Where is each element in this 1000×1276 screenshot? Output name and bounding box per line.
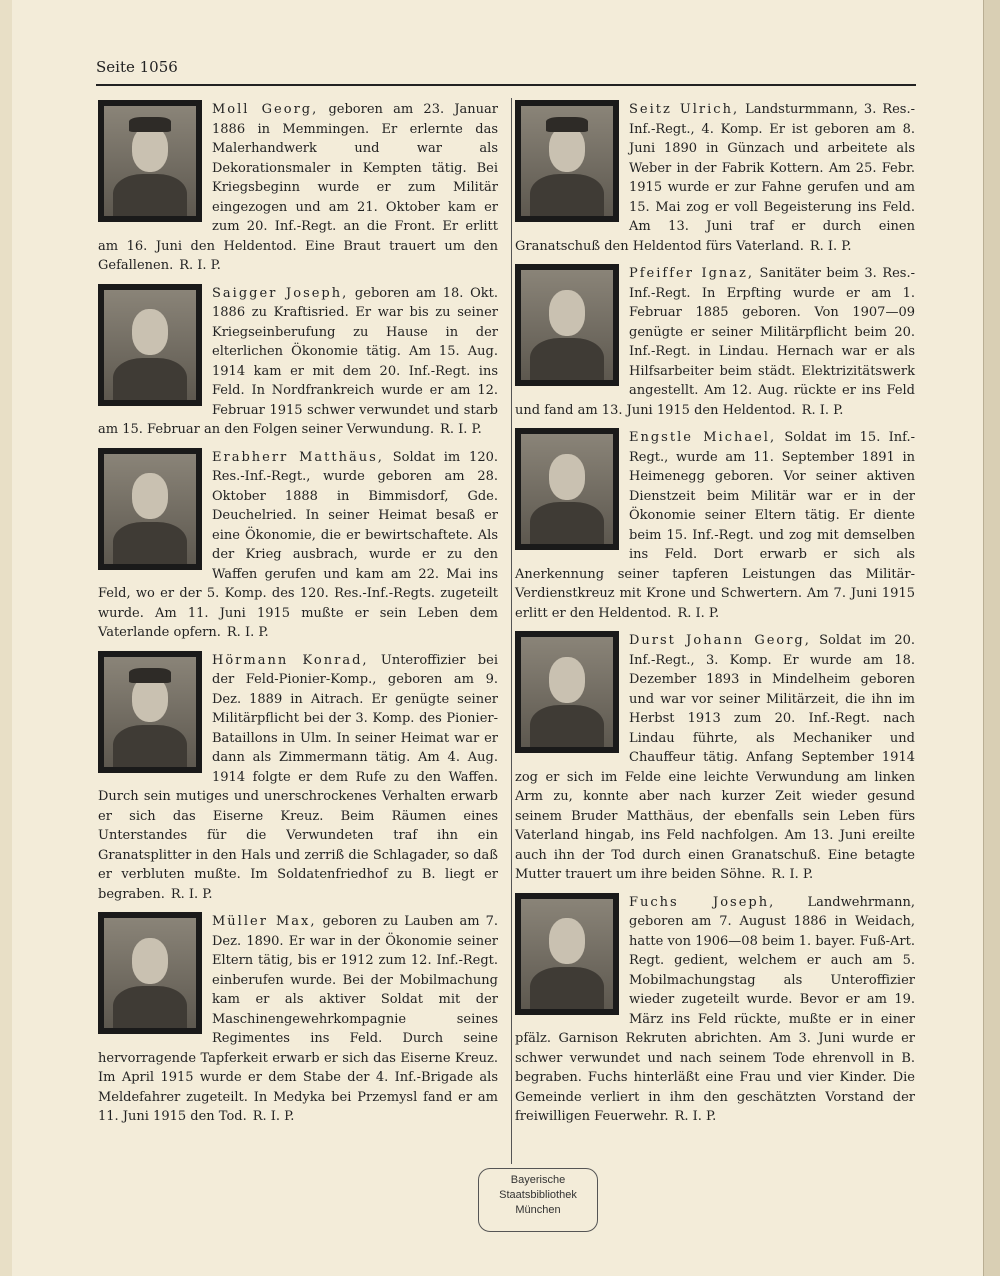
portrait-photo xyxy=(515,100,619,222)
obituary-entry xyxy=(98,912,498,1127)
stamp-line: Bayerische xyxy=(510,1174,566,1186)
rip-label: R. I. P. xyxy=(252,1109,295,1124)
obituary-text: geboren am 18. Okt. 1886 zu Kraftisried. Er war bis zu seiner Kriegseinberufung zu Hause in der elterlichen Ökonomie tätig. Am 15. Aug. 1914 kam er mit dem 20. Inf.-Regt. ins Feld. In Nordfrankreich wurde er am 12. Februar 1915 schwer verwundet und starb am 15. Februar an den Folgen seiner Verwundung. xyxy=(98,285,498,437)
page-number: Seite 1056 xyxy=(96,58,178,76)
rip-label: R. I. P. xyxy=(170,886,213,902)
portrait-photo xyxy=(98,912,202,1034)
obituary-text: geboren am 23. Januar 1886 in Memmingen. Er erlernte das Malerhandwerk und war als Dekorationsmaler in Kempten tätig. Bei Kriegsbeginn wurde er zum Militär eingezogen und am 21. Oktober kam er zum 20. Inf.-Regt. an die Front. Er erlitt am 16. Juni den Heldentod. Eine Braut trauert um den Gefallenen. xyxy=(98,102,498,273)
rip-label: R. I. P. xyxy=(179,258,221,273)
obituary-entry xyxy=(515,631,915,885)
portrait-photo xyxy=(98,651,202,773)
person-name: Fuchs Joseph, xyxy=(629,894,776,910)
portrait-photo xyxy=(515,631,619,753)
stamp-line: Staatsbibliothek xyxy=(499,1189,577,1201)
person-name: Engstle Michael, xyxy=(629,430,777,445)
obituary-entry xyxy=(98,448,498,643)
rip-label: R. I. P. xyxy=(440,422,482,437)
obituary-entry xyxy=(98,651,498,905)
portrait-photo xyxy=(98,284,202,406)
obituary-text: Landsturmmann, 3. Res.-Inf.-Regt., 4. Komp. Er ist geboren am 8. Juni 1890 in Günzach und arbeitete als Weber in der Fabrik Kottern. Am 25. Febr. 1915 wurde er zur Fahne gerufen und am 15. Mai zog er voll Begeisterung ins Feld. Am 13. Juni traf er durch einen Granatschuß den Heldentod fürs Vaterland. xyxy=(515,102,915,254)
obituary-text: Soldat im 15. Inf.-Regt., wurde am 11. September 1891 in Heimenegg geboren. Vor seiner aktiven Dienstzeit beim Militär war er in der Ökonomie seiner Eltern tätig. Er diente beim 15. Inf.-Regt. und zog mit demselben ins Feld. Dort erwarb er sich als Anerkennung seiner tapferen Leistungen das Militär-Verdienstkreuz mit Krone und Schwertern. Am 7. Juni 1915 erlitt er den Heldentod. xyxy=(515,430,915,621)
rip-label: R. I. P. xyxy=(801,402,844,418)
column-divider xyxy=(511,98,512,1164)
person-name: Durst Johann Georg, xyxy=(629,633,811,648)
stamp-line: München xyxy=(515,1204,561,1216)
obituary-text: Unteroffizier bei der Feld-Pionier-Komp., geboren am 9. Dez. 1889 in Aitrach. Er genügte seiner Militärpflicht bei der 3. Komp. des Pionier-Bataillons in Ulm. In seiner Heimat war er dann als Zimmermann tätig. Am 4. Aug. 1914 folgte er dem Rufe zu den Waffen. Durch sein mutiges und unerschrockenes Verhalten erwarb er sich das Eiserne Kreuz. Beim Räumen eines Unterstandes für die Verwundeten traf ihn ein Granatsplitter in den Hals und zerriß die Schlagader, so daß er verbluten mußte. Im Soldatenfriedhof zu B. liegt er begraben. xyxy=(98,652,498,902)
person-name: Erabherr Matthäus, xyxy=(212,449,384,465)
person-name: Müller Max, xyxy=(212,914,317,929)
portrait-photo xyxy=(98,448,202,570)
left-column xyxy=(98,100,498,1135)
rip-label: R. I. P. xyxy=(226,625,269,640)
portrait-photo xyxy=(515,264,619,386)
rip-label: R. I. P. xyxy=(809,238,852,254)
obituary-entry xyxy=(515,893,915,1127)
obituary-text: Sanitäter beim 3. Res.-Inf.-Regt. In Erpfting wurde er am 1. Februar 1885 geboren. Von 1907—09 genügte er seiner Militärpflicht beim 20. Inf.-Regt. in Lindau. Hernach war er als Hilfsarbeiter beim städt. Elektrizitätswerk angestellt. Am 12. Aug. rückte er ins Feld und fand am 13. Juni 1915 den Heldentod. xyxy=(515,266,915,418)
portrait-photo xyxy=(515,428,619,550)
obituary-text: Soldat im 120. Res.-Inf.-Regt., wurde geboren am 28. Oktober 1888 in Bimmisdorf, Gde. Deuchelried. In seiner Heimat besaß er eine Ökonomie, die er bewirtschaftete. Als der Krieg ausbrach, wurde er zu den Waffen gerufen und kam am 22. Mai ins Feld, wo er der 5. Komp. des 120. Res.-Inf.-Regts. zugeteilt wurde. Am 11. Juni 1915 mußte er sein Leben dem Vaterlande opfern. xyxy=(98,449,498,640)
obituary-text: Soldat im 20. Inf.-Regt., 3. Komp. Er wurde am 18. Dezember 1893 in Mindelheim geboren und war vor seiner Militärzeit, die ihn im Herbst 1913 zum 20. Inf.-Regt. nach Lindau führte, als Mechaniker und Chauffeur tätig. Anfang September 1914 zog er sich im Felde eine leichte Verwundung am linken Arm zu, konnte aber nach kurzer Zeit wieder gesund seinem Bruder Matthäus, der ebenfalls sein Leben fürs Vaterland hingab, ins Feld nachfolgen. Am 13. Juni ereilte auch ihn der Tod durch einen Granatschuß. Eine betagte Mutter trauert um ihre beiden Söhne. xyxy=(515,633,915,882)
obituary-entry xyxy=(98,284,498,440)
rip-label: R. I. P. xyxy=(674,1109,717,1124)
obituary-text: Landwehrmann, geboren am 7. August 1886 in Weidach, hatte von 1906—08 beim 1. bayer. Fuß-Art. Regt. gedient, welchem er auch am 5. Mobilmachungstag als Unteroffizier wieder zugeteilt wurde. Bevor er am 19. März ins Feld rückte, mußte er in einer pfälz. Garnison Rekruten abrichten. Am 3. Juni wurde er schwer verwundet und nach seinem Tode ehrenvoll in B. begraben. Fuchs hinterläßt eine Frau und vier Kinder. Die Gemeinde verliert in ihm den geschätzten Vorstand der freiwilligen Feuerwehr. xyxy=(515,894,915,1124)
header-rule xyxy=(96,84,916,86)
obituary-entry xyxy=(515,100,915,256)
adjacent-page-edge xyxy=(983,0,1000,1276)
right-column xyxy=(515,100,915,1135)
obituary-entry xyxy=(515,428,915,623)
person-name: Saigger Joseph, xyxy=(212,285,349,301)
obituary-entry xyxy=(515,264,915,420)
person-name: Pfeiffer Ignaz, xyxy=(629,266,755,281)
rip-label: R. I. P. xyxy=(771,867,814,882)
obituary-text: geboren zu Lauben am 7. Dez. 1890. Er war in der Ökonomie seiner Eltern tätig, bis er 1912 zum 12. Inf.-Regt. einberufen wurde. Bei der Mobilmachung kam er als aktiver Soldat mit der Maschinengewehrkompagnie seines Regimentes ins Feld. Durch seine hervorragende Tapferkeit erwarb er sich das Eiserne Kreuz. Im April 1915 wurde er dem Stabe der 4. Inf.-Brigade als Meldefahrer zugeteilt. In Medyka bei Przemysl fand er am 11. Juni 1915 den Tod. xyxy=(98,914,498,1124)
person-name: Seitz Ulrich, xyxy=(629,102,740,117)
rip-label: R. I. P. xyxy=(677,605,720,621)
portrait-photo xyxy=(515,893,619,1015)
person-name: Moll Georg, xyxy=(212,102,319,117)
person-name: Hörmann Konrad, xyxy=(212,652,369,668)
obituary-entry xyxy=(98,100,498,276)
page-edge xyxy=(0,0,12,1276)
library-stamp xyxy=(478,1168,598,1232)
portrait-photo xyxy=(98,100,202,222)
